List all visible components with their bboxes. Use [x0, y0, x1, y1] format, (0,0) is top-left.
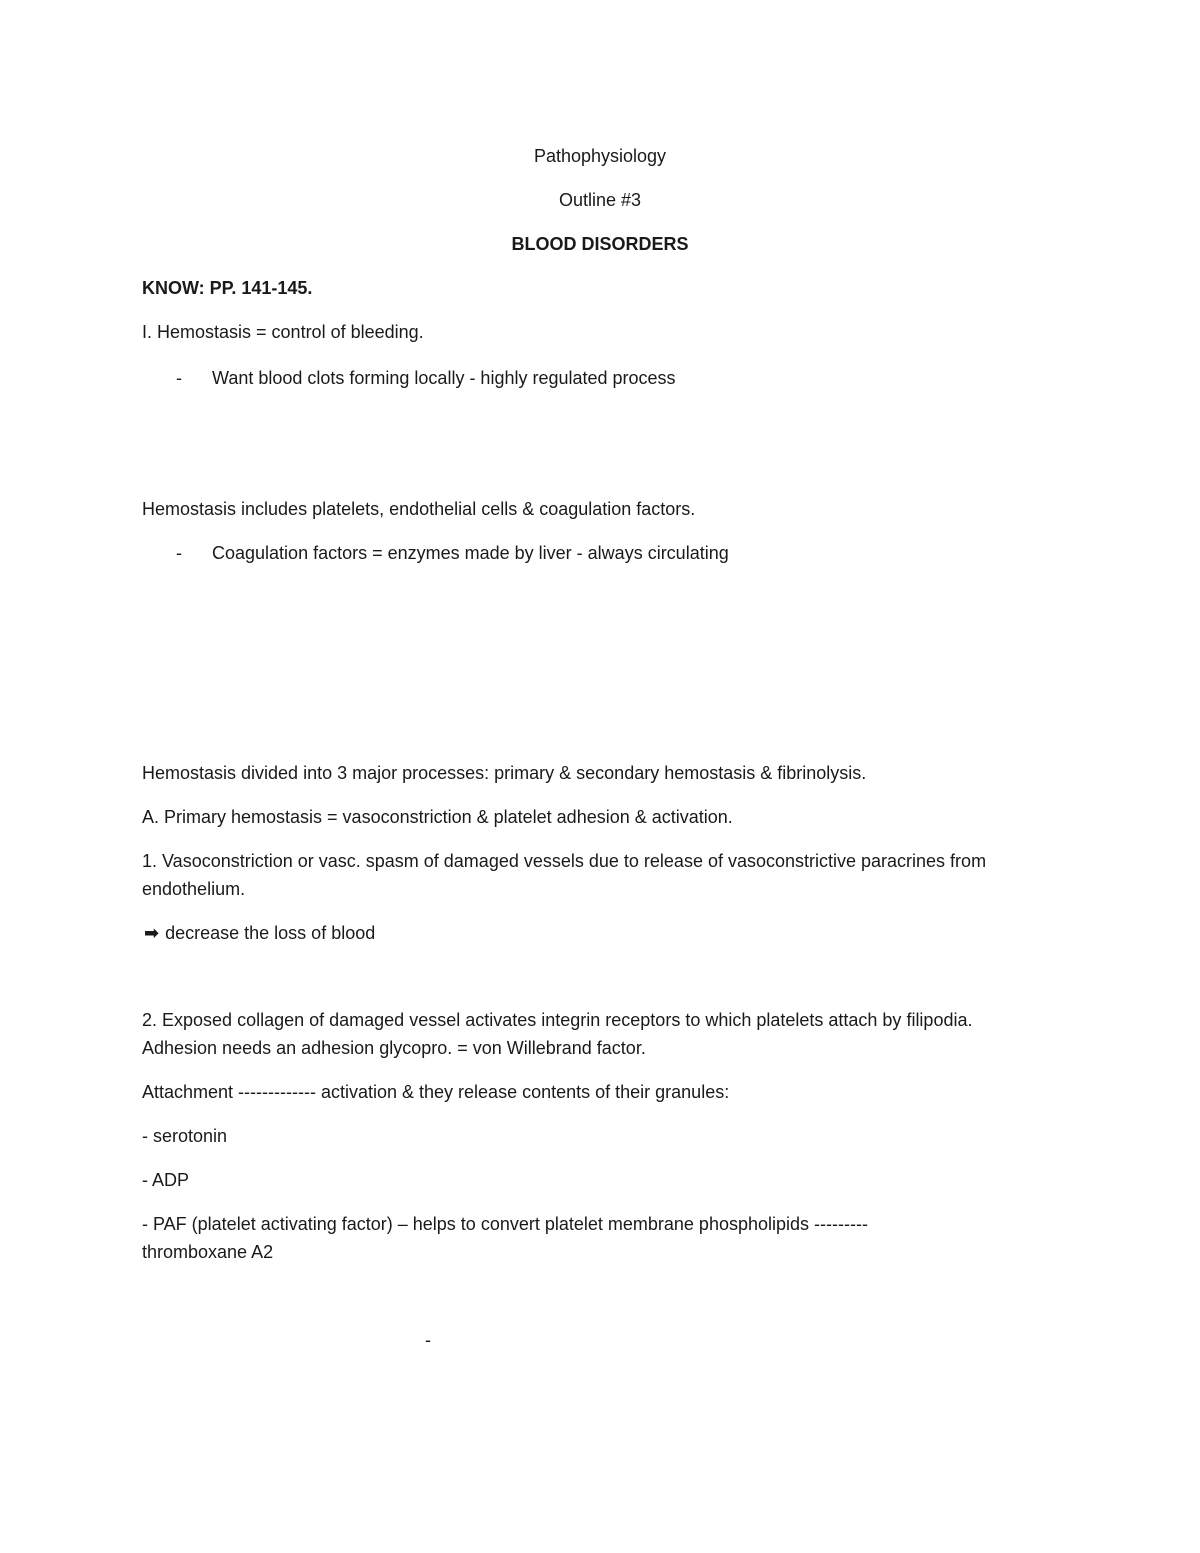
arrow-right-icon: ➡ — [144, 923, 160, 943]
arrow-note — [144, 921, 375, 945]
trailing-mark: - — [425, 1330, 431, 1350]
granule-item: - PAF (platelet activating factor) – helps to convert platelet membrane phospholipids --------- — [142, 1214, 868, 1234]
granule-item: - ADP — [142, 1170, 190, 1190]
bullet-marker: - — [176, 543, 182, 563]
list-item-vasoconstriction-cont: endothelium. — [142, 879, 246, 899]
paragraph-attachment: Attachment ------------- activation & they release contents of their granules: — [142, 1082, 730, 1102]
reading-assignment: KNOW: PP. 141-145. — [142, 278, 313, 298]
arrow-note-text: decrease the loss of blood — [165, 923, 376, 943]
paragraph-primary-hemostasis: A. Primary hemostasis = vasoconstriction & platelet adhesion & activation. — [142, 807, 733, 827]
bullet-item: Want blood clots forming locally - highly regulated process — [212, 368, 676, 388]
list-item-collagen-cont: Adhesion needs an adhesion glycopro. = von Willebrand factor. — [142, 1038, 646, 1058]
bullet-marker: - — [176, 368, 182, 388]
course-title: Pathophysiology — [533, 146, 667, 166]
paragraph-hemostasis-includes: Hemostasis includes platelets, endothelial cells & coagulation factors. — [142, 499, 696, 519]
outline-number: Outline #3 — [558, 190, 642, 210]
list-item-vasoconstriction: 1. Vasoconstriction or vasc. spasm of damaged vessels due to release of vasoconstrictive paracrines from — [142, 851, 987, 871]
granule-item-cont: thromboxane A2 — [142, 1242, 274, 1262]
granule-item: - serotonin — [142, 1126, 228, 1146]
list-item-collagen: 2. Exposed collagen of damaged vessel activates integrin receptors to which platelets attach by filipodia. — [142, 1010, 973, 1030]
bullet-item: Coagulation factors = enzymes made by liver - always circulating — [212, 543, 729, 563]
document-title: BLOOD DISORDERS — [511, 234, 689, 254]
paragraph-processes: Hemostasis divided into 3 major processes: primary & secondary hemostasis & fibrinolysis. — [142, 763, 867, 783]
section-heading-hemostasis: I. Hemostasis = control of bleeding. — [142, 322, 424, 342]
